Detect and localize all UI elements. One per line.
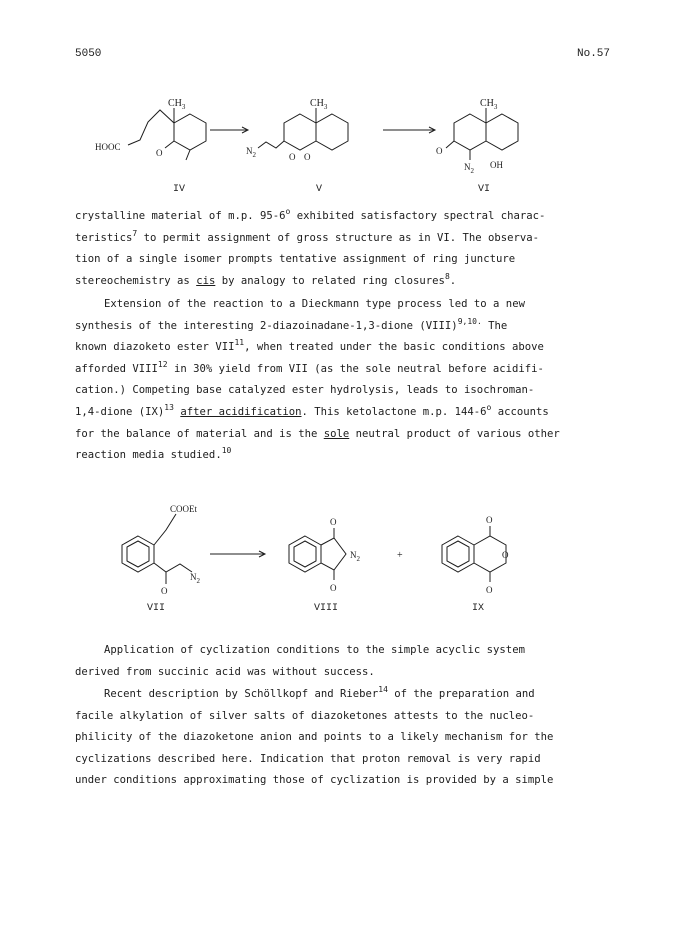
svg-text:CH3: $CH_3$	[310, 98, 328, 111]
svg-text:O: O	[330, 517, 337, 527]
co-iv-right	[186, 150, 190, 160]
co-iv	[165, 141, 174, 148]
co-vi	[446, 141, 454, 148]
svg-text:O: O	[161, 586, 168, 596]
paragraph-3: Application of cyclization conditions to the simple acyclic system derived from succinic acid was without success.	[75, 644, 525, 678]
svg-text:O: O	[156, 148, 163, 158]
svg-text:O: O	[330, 583, 337, 593]
reaction-scheme-1	[0, 90, 680, 200]
svg-text:O: O	[304, 152, 311, 162]
compound-label-viii: VIII	[314, 603, 339, 614]
ring-v-left	[284, 114, 316, 150]
five-ring-viii	[321, 538, 346, 570]
chain-iv	[128, 110, 174, 145]
svg-text:N2: $N_2$	[464, 162, 474, 175]
compound-label-ix: IX	[472, 603, 485, 614]
svg-text:O: O	[486, 585, 493, 595]
ring-vi-right	[486, 114, 518, 150]
ring-v-right	[316, 114, 348, 150]
svg-text:O: O	[486, 515, 493, 525]
svg-text:+: +	[397, 550, 403, 561]
svg-text:COOEt: COOEt	[170, 504, 197, 514]
paragraph-4: Recent description by Schöllkopf and Rieber$^{14}$ of the preparation and facile alkylation of silver salts of diazoketones attests to the nucleo- philicity of the diazoketone anion and points to a likely mechanism for the cyclizations described here. Indication that proton removal is very rapid under conditions approximating those of cyclization is provided by a simple	[75, 685, 554, 787]
ring-iv-right	[174, 114, 206, 150]
compound-label-v: V	[316, 184, 323, 195]
svg-text:O: O	[289, 152, 296, 162]
svg-text:CH3: $CH_3$	[168, 98, 186, 111]
compound-label-vii: VII	[147, 603, 166, 614]
svg-text:N2: $N_2$	[190, 572, 200, 585]
diazo-chain-vii	[154, 563, 192, 572]
svg-text:N2: $N_2$	[350, 550, 360, 563]
paragraph-2: Extension of the reaction to a Dieckmann type process led to a new synthesis of the interesting 2-diazoinadane-1,3-dione (VIII)$^{9,10.}$ The known diazoketo ester VII$^{11}$, when treated under the basic conditions above afforded VIII$^{12}$ in 30% yield from VII (as the sole neutral before acidifi- cation.) Competing base catalyzed ester hydrolysis, leads to isochroman- 1,4-dione (IX)$^{13}$ after acidification. This ketolactone m.p. 144-6$^o$ accounts for the balance of material and is the sole neutral product of various other reaction media studied.$^{10}$	[75, 298, 560, 462]
svg-text:N2: $N_2$	[246, 146, 256, 159]
svg-text:CH3: $CH_3$	[480, 98, 498, 111]
ester-bond-vii	[154, 514, 176, 545]
reaction-scheme-2	[0, 500, 680, 600]
svg-text:O: O	[436, 146, 443, 156]
svg-text:O: O	[502, 550, 509, 560]
compound-label-vi: VI	[478, 184, 491, 195]
journal-number: No.57	[577, 48, 611, 60]
svg-text:OH: OH	[490, 160, 503, 170]
compound-label-iv: IV	[173, 184, 186, 195]
diazo-chain-v	[258, 141, 284, 148]
paragraph-1: crystalline material of m.p. 95-6$^o$ exhibited satisfactory spectral charac- teristics$^7$ to permit assignment of gross structure as in VI. The observa- tion of a single isomer prompts tentative assignment of ring juncture stereochemistry as cis by analogy to related ring closures$^8$.	[75, 207, 546, 287]
page-number: 5050	[75, 48, 102, 60]
ring-vi-left	[454, 114, 486, 150]
svg-text:HOOC: HOOC	[95, 142, 121, 152]
